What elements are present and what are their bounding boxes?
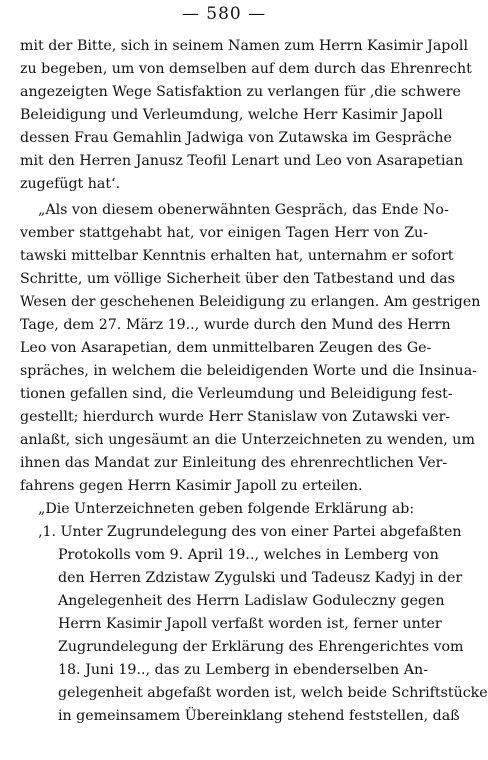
text-line: dessen Frau Gemahlin Jadwiga von Zutawska im Gespräche — [20, 130, 452, 146]
text-line: „Als von diesem obenerwähnten Gespräch, das Ende No- — [38, 202, 449, 218]
list-item-text: ‚1. Unter Zugrundelegung des von einer Partei abgefaßten — [38, 524, 462, 540]
text-line: Tage, dem 27. März 19.., wurde durch den Mund des Herrn — [20, 317, 451, 333]
text-line: Beleidigung und Verleumdung, welche Herr Kasimir Japoll — [20, 107, 443, 123]
list-item-text: gelegenheit abgefaßt worden ist, welch beide Schriftstücke — [58, 685, 488, 701]
list-item-text: Protokolls vom 9. April 19.., welches in Lemberg von — [58, 547, 439, 563]
text-line: zu begeben, um von demselben auf dem durch das Ehrenrecht — [20, 61, 472, 77]
list-item-text: 18. Juni 19.., das zu Lemberg in ebenderselben An- — [58, 662, 428, 678]
text-line: mit den Herren Janusz Teofil Lenart und Leo von Asarapetian — [20, 153, 464, 169]
text-line: tawski mittelbar Kenntnis erhalten hat, unternahm er sofort — [20, 248, 454, 264]
page-number: — 580 — — [181, 4, 267, 24]
text-line: gestellt; hierdurch wurde Herr Stanislaw von Zutawski ver- — [20, 409, 451, 425]
text-line: anlaßt, sich ungesäumt an die Unterzeichneten zu wenden, um — [20, 432, 475, 448]
text-line: Leo von Asarapetian, dem unmittelbaren Zeugen des Ge- — [20, 340, 432, 356]
text-line: Schritte, um völlige Sicherheit über den Tatbestand und das — [20, 271, 455, 287]
text-line: zugefügt hat‘. — [20, 176, 121, 192]
list-item-text: Angelegenheit des Herrn Ladislaw Goduleczny gegen — [58, 593, 445, 609]
text-line: ihnen das Mandat zur Einleitung des ehrenrechtlichen Ver- — [20, 455, 448, 471]
text-line: vember stattgehabt hat, vor einigen Tagen Herr von Zu- — [20, 225, 428, 241]
list-item-text: den Herren Zdzistaw Zygulski und Tadeusz Kadyj in der — [58, 570, 463, 586]
text-line: Wesen der geschehenen Beleidigung zu erlangen. Am gestrigen — [20, 294, 481, 310]
text-line: angezeigten Wege Satisfaktion zu verlangen für ‚die schwere — [20, 84, 461, 100]
text-line: fahrens gegen Herrn Kasimir Japoll zu erteilen. — [20, 478, 363, 494]
text-line: spräches, in welchem die beleidigenden Worte und die Insinua- — [20, 363, 477, 379]
list-item-text: Herrn Kasimir Japoll verfaßt worden ist, ferner unter — [58, 616, 442, 632]
text-line: „Die Unterzeichneten geben folgende Erklärung ab: — [38, 501, 415, 517]
text-line: tionen gefallen sind, die Verleumdung und Beleidigung fest- — [20, 386, 453, 402]
text-line: mit der Bitte, sich in seinem Namen zum Herrn Kasimir Japoll — [20, 38, 468, 54]
list-item-text: in gemeinsamem Übereinklang stehend feststellen, daß — [58, 708, 460, 724]
list-item-text: Zugrundelegung der Erklärung des Ehrengerichtes vom — [58, 639, 464, 655]
